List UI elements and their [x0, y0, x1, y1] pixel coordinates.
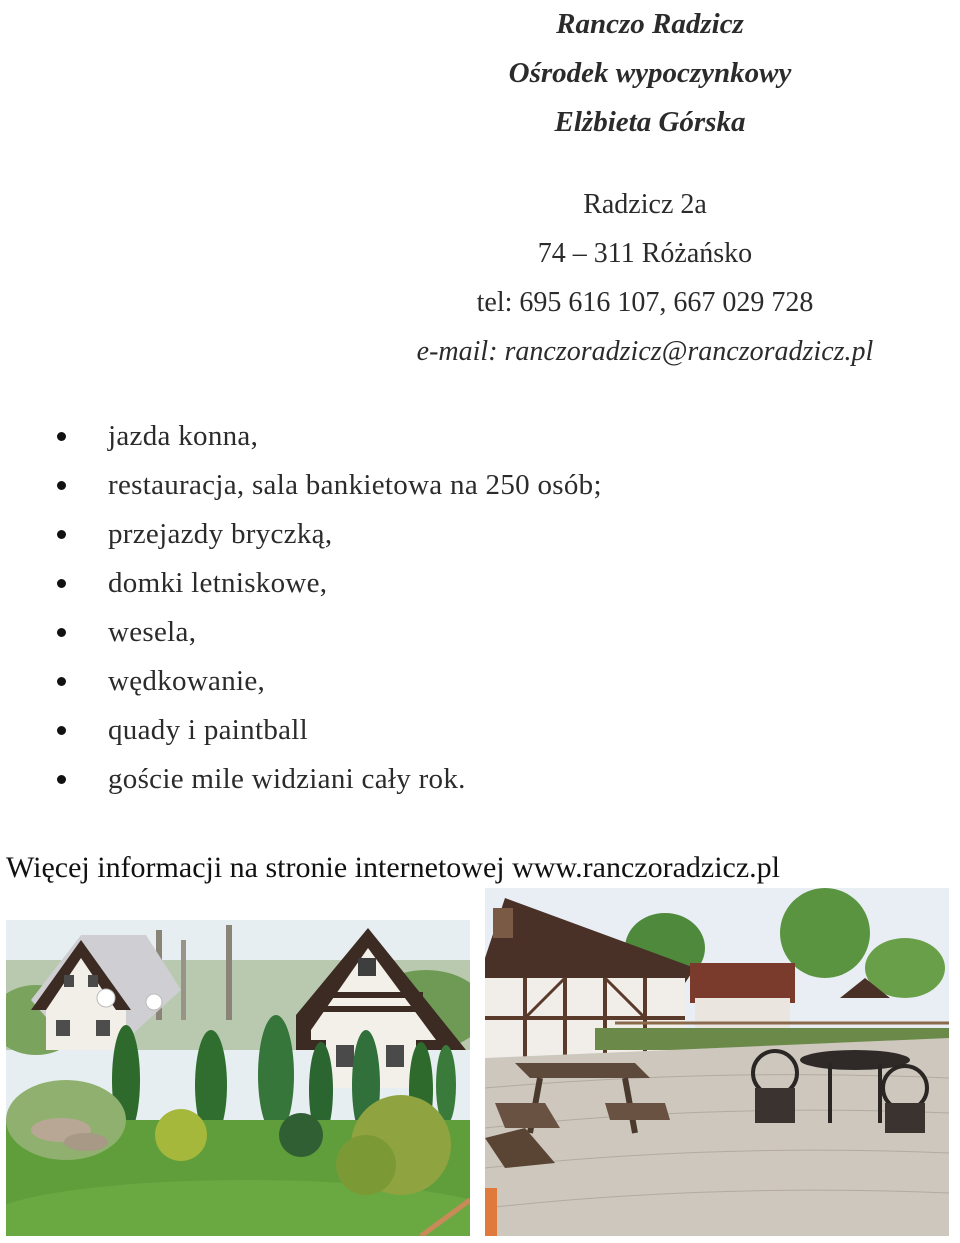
phone-numbers: tel: 695 616 107, 667 029 728	[476, 287, 814, 318]
postal-city: 74 – 311 Różańsko	[537, 238, 753, 269]
bullet-icon	[57, 530, 66, 539]
bullet-icon	[57, 726, 66, 735]
owner-name: Elżbieta Górska	[554, 106, 746, 138]
street-address: Radzicz 2a	[583, 189, 707, 220]
bullet-icon	[57, 481, 66, 490]
list-item: restauracja, sala bankietowa na 250 osób;	[55, 461, 602, 510]
list-item: goście mile widziani cały rok.	[55, 755, 602, 804]
list-item: przejazdy bryczką,	[55, 510, 602, 559]
bullet-icon	[57, 432, 66, 441]
email-address: e-mail: ranczoradzicz@ranczoradzicz.pl	[416, 336, 874, 367]
photo-terrace	[485, 888, 949, 1236]
photo-cottages	[6, 920, 470, 1236]
offer-list	[55, 412, 602, 804]
bullet-icon	[57, 677, 66, 686]
more-info-text: Więcej informacji na stronie internetowej www.ranczoradzicz.pl	[6, 851, 780, 884]
header	[480, 0, 820, 147]
contact-block	[300, 180, 960, 376]
bullet-icon	[57, 775, 66, 784]
business-subtitle: Ośrodek wypoczynkowy	[508, 57, 792, 89]
bullet-icon	[57, 628, 66, 637]
bullet-icon	[57, 579, 66, 588]
list-item: wędkowanie,	[55, 657, 602, 706]
list-item: domki letniskowe,	[55, 559, 602, 608]
list-item: jazda konna,	[55, 412, 602, 461]
list-item: quady i paintball	[55, 706, 602, 755]
business-name: Ranczo Radzicz	[556, 8, 744, 40]
list-item: wesela,	[55, 608, 602, 657]
